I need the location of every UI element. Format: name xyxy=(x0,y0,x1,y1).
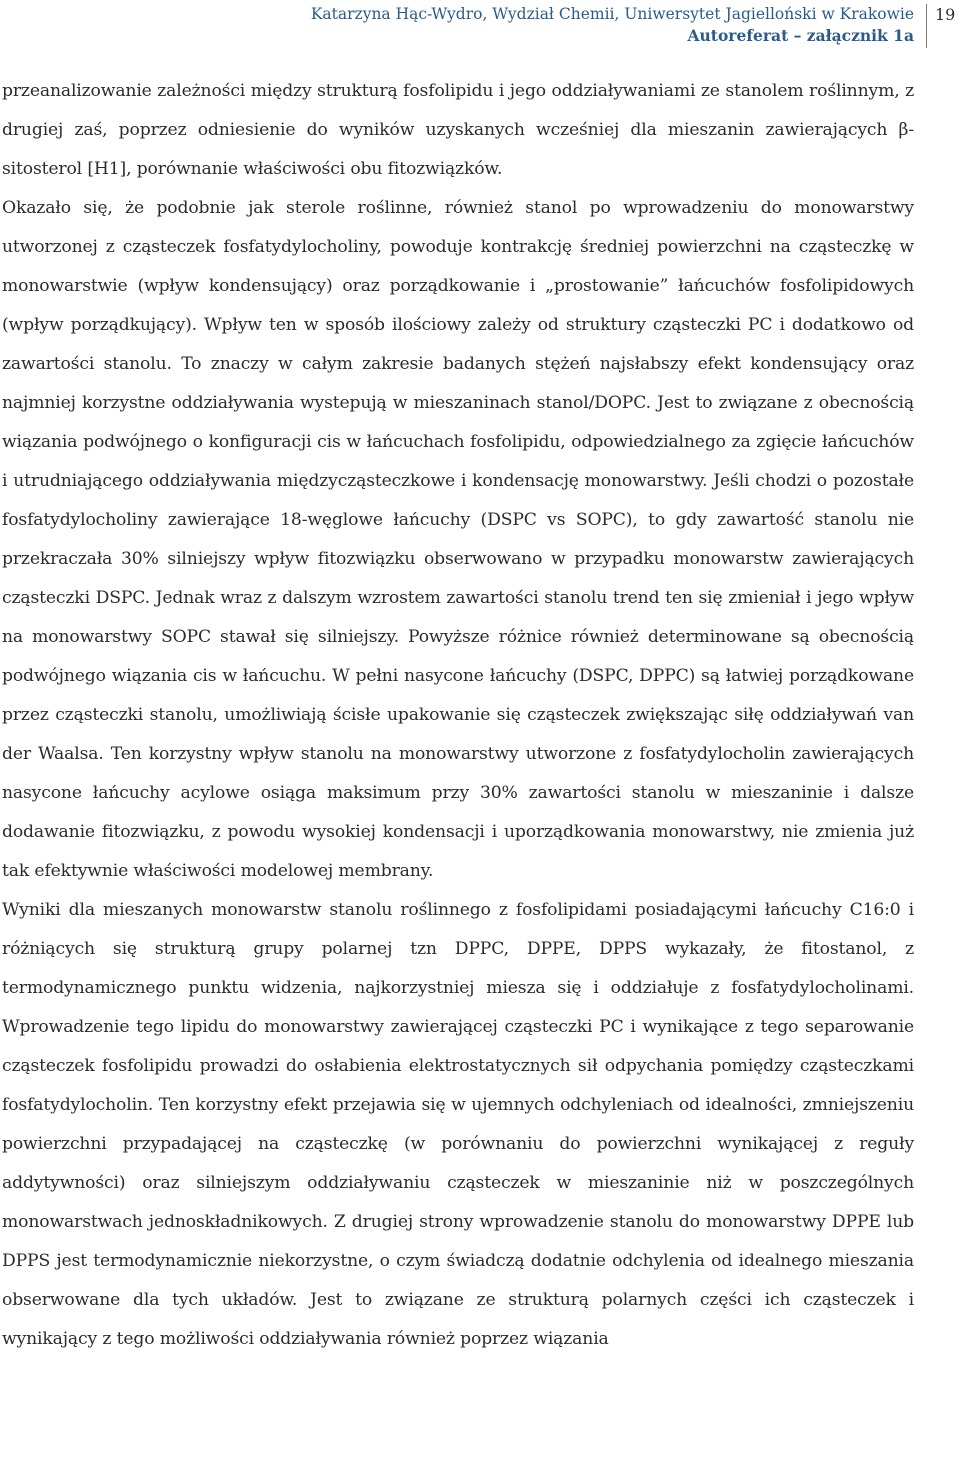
document-body xyxy=(2,72,914,1359)
paragraph: Wyniki dla mieszanych monowarstw stanolu roślinnego z fosfolipidami posiadającymi łańcuchy C16:0 i różniących się strukturą grupy polarnej tzn DPPC, DPPE, DPPS wykazały, że fitostanol, z termodynamicznego punktu widzenia, najkorzystniej miesza się i oddziałuje z fosfatydylocholinami. Wprowadzenie tego lipidu do monowarstwy zawierającej cząsteczki PC i wynikające z tego separowanie cząsteczek fosfolipidu prowadzi do osłabienia elektrostatycznych sił odpychania pomiędzy cząsteczkami fosfatydylocholin. Ten korzystny efekt przejawia się w ujemnych odchyleniach od idealności, zmniejszeniu powierzchni przypadającej na cząsteczkę (w porównaniu do powierzchni wynikającej z reguły addytywności) oraz silniejszym oddziaływaniu cząsteczek w mieszaninie niż w poszczególnych monowarstwach jednoskładnikowych. Z drugiej strony wprowadzenie stanolu do monowarstwy DPPE lub DPPS jest termodynamicznie niekorzystne, o czym świadczą dodatnie odchylenia od idealnego mieszania obserwowane dla tych układów. Jest to związane ze strukturą polarnych części ich cząsteczek i wynikający z tego możliwości oddziaływania również poprzez wiązania xyxy=(2,900,914,1349)
paragraph: przeanalizowanie zależności między strukturą fosfolipidu i jego oddziaływaniami ze stanolem roślinnym, z drugiej zaś, poprzez odniesienie do wyników uzyskanych wcześniej dla mieszanin zawierających β-sitosterol [H1], porównanie właściwości obu fitozwiązków. xyxy=(2,81,914,179)
header-author-line: Katarzyna Hąc-Wydro, Wydział Chemii, Uniwersytet Jagielloński w Krakowie xyxy=(310,5,914,23)
paragraph: Okazało się, że podobnie jak sterole roślinne, również stanol po wprowadzeniu do monowarstwy utworzonej z cząsteczek fosfatydylocholiny, powoduje kontrakcję średniej powierzchni na cząsteczkę w monowarstwie (wpływ kondensujący) oraz porządkowanie i „prostowanie” łańcuchów fosfolipidowych (wpływ porządkujący). Wpływ ten w sposób ilościowy zależy od struktury cząsteczki PC i dodatkowo od zawartości stanolu. To znaczy w całym zakresie badanych stężeń najsłabszy efekt kondensujący oraz najmniej korzystne oddziaływania wystepują w mieszaninach stanol/DOPC. Jest to związane z obecnością wiązania podwójnego o konfiguracji cis w łańcuchach fosfolipidu, odpowiedzialnego za zgięcie łańcuchów i utrudniającego oddziaływania międzycząsteczkowe i kondensację monowarstwy. Jeśli chodzi o pozostałe fosfatydylocholiny zawierające 18-węglowe łańcuchy (DSPC vs SOPC), to gdy zawartość stanolu nie przekraczała 30% silniejszy wpływ fitozwiązku obserwowano w przypadku monowarstw zawierających cząsteczki DSPC. Jednak wraz z dalszym wzrostem zawartości stanolu trend ten się zmieniał i jego wpływ na monowarstwy SOPC stawał się silniejszy. Powyższe różnice również determinowane są obecnością podwójnego wiązania cis w łańcuchu. W pełni nasycone łańcuchy (DSPC, DPPC) są łatwiej porządkowane przez cząsteczki stanolu, umożliwiają ścisłe upakowanie się cząsteczek zwiększając siłę oddziaływań van der Waalsa. Ten korzystny wpływ stanolu na monowarstwy utworzone z fosfatydylocholin zawierających nasycone łańcuchy acylowe osiąga maksimum przy 30% zawartości stanolu w mieszaninie i dalsze dodawanie fitozwiązku, z powodu wysokiej kondensacji i uporządkowania monowarstwy, nie zmienia już tak efektywnie właściwości modelowej membrany. xyxy=(2,198,914,881)
page-number: 19 xyxy=(926,4,960,48)
header-subtitle: Autoreferat – załącznik 1a xyxy=(687,26,914,45)
page-header xyxy=(0,4,914,46)
